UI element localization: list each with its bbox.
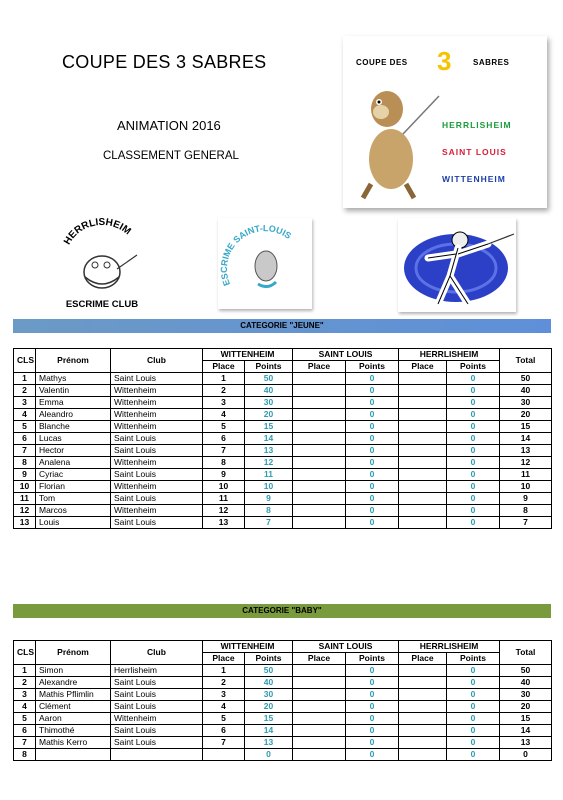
cell-herrlisheim-points: 0 — [447, 469, 500, 481]
cell-prenom: Mathis Pflimlin — [36, 689, 111, 701]
cell-wittenheim-points: 20 — [245, 409, 293, 421]
cell-club: Saint Louis — [111, 469, 203, 481]
cell-herrlisheim-place — [399, 737, 447, 749]
logo-number: 3 — [437, 46, 452, 76]
cell-wittenheim-place: 5 — [203, 713, 245, 725]
cell-wittenheim-points: 50 — [245, 373, 293, 385]
cell-prenom: Clément — [36, 701, 111, 713]
cell-herrlisheim-place — [399, 385, 447, 397]
cell-saint-louis-points: 0 — [346, 517, 399, 529]
cell-cls: 1 — [14, 373, 36, 385]
cell-prenom: Thimothé — [36, 725, 111, 737]
col-club: Club — [111, 641, 203, 665]
cell-total: 0 — [500, 749, 552, 761]
cell-herrlisheim-place — [399, 677, 447, 689]
cell-saint-louis-points: 0 — [346, 385, 399, 397]
cell-herrlisheim-points: 0 — [447, 737, 500, 749]
cell-wittenheim-place: 12 — [203, 505, 245, 517]
cell-prenom: Valentin — [36, 385, 111, 397]
cell-herrlisheim-place — [399, 713, 447, 725]
cell-total: 40 — [500, 385, 552, 397]
cell-saint-louis-place — [293, 505, 346, 517]
cell-herrlisheim-points: 0 — [447, 701, 500, 713]
logo-town-herrlisheim: HERRLISHEIM — [442, 120, 512, 130]
cell-wittenheim-place: 7 — [203, 737, 245, 749]
cell-wittenheim-points: 14 — [245, 725, 293, 737]
cell-club: Wittenheim — [111, 421, 203, 433]
cell-cls: 3 — [14, 689, 36, 701]
cell-prenom: Alexandre — [36, 677, 111, 689]
col-points: Points — [447, 361, 500, 373]
cell-herrlisheim-points: 0 — [447, 493, 500, 505]
cell-cls: 2 — [14, 677, 36, 689]
cell-wittenheim-place — [203, 749, 245, 761]
cell-wittenheim-place: 1 — [203, 373, 245, 385]
cell-wittenheim-place: 4 — [203, 701, 245, 713]
cell-club: Wittenheim — [111, 457, 203, 469]
cell-club: Saint Louis — [111, 373, 203, 385]
cell-saint-louis-place — [293, 665, 346, 677]
cell-total: 13 — [500, 445, 552, 457]
col-prenom: Prénom — [36, 641, 111, 665]
cell-total: 50 — [500, 373, 552, 385]
cell-club — [111, 749, 203, 761]
cell-herrlisheim-place — [399, 665, 447, 677]
cell-cls: 7 — [14, 737, 36, 749]
cell-wittenheim-place: 2 — [203, 677, 245, 689]
cell-saint-louis-place — [293, 445, 346, 457]
cell-herrlisheim-place — [399, 505, 447, 517]
cell-total: 14 — [500, 433, 552, 445]
cell-prenom: Simon — [36, 665, 111, 677]
cell-herrlisheim-place — [399, 517, 447, 529]
cell-total: 12 — [500, 457, 552, 469]
herrlisheim-logo-top-text: HERRLISHEIM — [61, 217, 133, 247]
cell-total: 9 — [500, 493, 552, 505]
cell-saint-louis-points: 0 — [346, 725, 399, 737]
cell-saint-louis-place — [293, 713, 346, 725]
cell-wittenheim-place: 13 — [203, 517, 245, 529]
cell-club: Wittenheim — [111, 385, 203, 397]
cell-saint-louis-place — [293, 701, 346, 713]
cell-wittenheim-points: 8 — [245, 505, 293, 517]
saint-louis-logo-text: ESCRIME SAINT-LOUIS — [218, 223, 294, 288]
cell-wittenheim-points: 50 — [245, 665, 293, 677]
cell-wittenheim-points: 11 — [245, 469, 293, 481]
cell-wittenheim-points: 13 — [245, 737, 293, 749]
cell-herrlisheim-points: 0 — [447, 481, 500, 493]
cell-total: 30 — [500, 689, 552, 701]
cell-herrlisheim-points: 0 — [447, 457, 500, 469]
cell-wittenheim-points: 14 — [245, 433, 293, 445]
col-herrlisheim: HERRLISHEIM — [399, 641, 500, 653]
cell-saint-louis-place — [293, 397, 346, 409]
table-row — [14, 421, 552, 433]
cell-cls: 12 — [14, 505, 36, 517]
cell-club: Wittenheim — [111, 505, 203, 517]
cell-herrlisheim-points: 0 — [447, 505, 500, 517]
cell-herrlisheim-points: 0 — [447, 713, 500, 725]
cell-herrlisheim-place — [399, 725, 447, 737]
cell-cls: 5 — [14, 713, 36, 725]
col-place: Place — [203, 361, 245, 373]
cell-club: Wittenheim — [111, 481, 203, 493]
cell-club: Wittenheim — [111, 409, 203, 421]
table-row — [14, 749, 552, 761]
cell-herrlisheim-place — [399, 493, 447, 505]
cell-saint-louis-place — [293, 689, 346, 701]
table-row — [14, 517, 552, 529]
cell-cls: 3 — [14, 397, 36, 409]
table-row — [14, 409, 552, 421]
cell-club: Saint Louis — [111, 493, 203, 505]
cell-prenom: Aleandro — [36, 409, 111, 421]
table-row — [14, 689, 552, 701]
col-total: Total — [500, 641, 552, 665]
cell-cls: 4 — [14, 409, 36, 421]
col-place: Place — [203, 653, 245, 665]
logo-text-right: SABRES — [473, 58, 510, 67]
cell-wittenheim-points: 15 — [245, 421, 293, 433]
cell-prenom: Hector — [36, 445, 111, 457]
cell-wittenheim-points: 9 — [245, 493, 293, 505]
herrlisheim-logo-bottom-text: ESCRIME CLUB — [65, 299, 139, 310]
cell-cls: 11 — [14, 493, 36, 505]
col-points: Points — [346, 361, 399, 373]
cell-saint-louis-points: 0 — [346, 713, 399, 725]
cell-herrlisheim-place — [399, 481, 447, 493]
cell-prenom: Tom — [36, 493, 111, 505]
cell-herrlisheim-points: 0 — [447, 725, 500, 737]
cell-wittenheim-points: 40 — [245, 677, 293, 689]
cell-wittenheim-points: 30 — [245, 397, 293, 409]
cell-prenom — [36, 749, 111, 761]
cell-club: Wittenheim — [111, 397, 203, 409]
col-saint-louis: SAINT LOUIS — [293, 641, 399, 653]
cell-herrlisheim-points: 0 — [447, 445, 500, 457]
cell-wittenheim-points: 13 — [245, 445, 293, 457]
cell-wittenheim-points: 0 — [245, 749, 293, 761]
cell-saint-louis-points: 0 — [346, 373, 399, 385]
cell-herrlisheim-place — [399, 421, 447, 433]
cell-wittenheim-place: 1 — [203, 665, 245, 677]
table-row — [14, 701, 552, 713]
table-row — [14, 737, 552, 749]
cell-wittenheim-place: 6 — [203, 725, 245, 737]
cell-prenom: Louis — [36, 517, 111, 529]
cell-prenom: Marcos — [36, 505, 111, 517]
col-points: Points — [447, 653, 500, 665]
cell-herrlisheim-place — [399, 457, 447, 469]
cell-total: 15 — [500, 421, 552, 433]
cell-wittenheim-points: 40 — [245, 385, 293, 397]
cell-saint-louis-points: 0 — [346, 665, 399, 677]
table-row — [14, 385, 552, 397]
ranking-subtitle: CLASSEMENT GENERAL — [103, 150, 239, 162]
results-table-jeune — [13, 348, 552, 529]
col-prenom: Prénom — [36, 349, 111, 373]
cell-saint-louis-place — [293, 677, 346, 689]
cell-saint-louis-points: 0 — [346, 433, 399, 445]
page-title: COUPE DES 3 SABRES — [62, 52, 267, 72]
cell-cls: 7 — [14, 445, 36, 457]
cell-herrlisheim-points: 0 — [447, 689, 500, 701]
cell-saint-louis-place — [293, 385, 346, 397]
cell-saint-louis-place — [293, 481, 346, 493]
col-club: Club — [111, 349, 203, 373]
cell-cls: 8 — [14, 749, 36, 761]
cell-total: 50 — [500, 665, 552, 677]
cell-saint-louis-place — [293, 517, 346, 529]
cell-saint-louis-points: 0 — [346, 701, 399, 713]
cell-saint-louis-place — [293, 493, 346, 505]
logo-town-wittenheim: WITTENHEIM — [442, 174, 506, 184]
cell-saint-louis-place — [293, 433, 346, 445]
cell-saint-louis-points: 0 — [346, 481, 399, 493]
logo-town-saint-louis: SAINT LOUIS — [442, 147, 507, 157]
cell-prenom: Aaron — [36, 713, 111, 725]
col-saint-louis: SAINT LOUIS — [293, 349, 399, 361]
cell-cls: 10 — [14, 481, 36, 493]
saint-louis-club-logo — [218, 218, 312, 309]
cell-cls: 5 — [14, 421, 36, 433]
col-points: Points — [245, 361, 293, 373]
table-row — [14, 481, 552, 493]
table-row — [14, 445, 552, 457]
cell-wittenheim-place: 9 — [203, 469, 245, 481]
cell-saint-louis-place — [293, 457, 346, 469]
cell-saint-louis-points: 0 — [346, 749, 399, 761]
cell-total: 7 — [500, 517, 552, 529]
cell-saint-louis-place — [293, 421, 346, 433]
cell-saint-louis-points: 0 — [346, 409, 399, 421]
results-table-baby — [13, 640, 552, 761]
cell-club: Saint Louis — [111, 677, 203, 689]
cell-herrlisheim-place — [399, 749, 447, 761]
coupe-logo — [343, 36, 547, 208]
cell-saint-louis-points: 0 — [346, 445, 399, 457]
cell-prenom: Analena — [36, 457, 111, 469]
cell-wittenheim-place: 7 — [203, 445, 245, 457]
logo-text-left: COUPE DES — [356, 58, 408, 67]
col-cls: CLS — [14, 641, 36, 665]
cell-total: 13 — [500, 737, 552, 749]
cell-wittenheim-place: 8 — [203, 457, 245, 469]
cell-wittenheim-points: 12 — [245, 457, 293, 469]
cell-saint-louis-place — [293, 737, 346, 749]
cell-cls: 1 — [14, 665, 36, 677]
cell-prenom: Lucas — [36, 433, 111, 445]
cell-club: Herrlisheim — [111, 665, 203, 677]
cell-saint-louis-points: 0 — [346, 505, 399, 517]
cell-wittenheim-points: 10 — [245, 481, 293, 493]
table-row — [14, 469, 552, 481]
cell-saint-louis-place — [293, 373, 346, 385]
cell-wittenheim-place: 6 — [203, 433, 245, 445]
cell-herrlisheim-place — [399, 373, 447, 385]
cell-cls: 6 — [14, 725, 36, 737]
wittenheim-club-logo — [398, 218, 516, 312]
cell-total: 30 — [500, 397, 552, 409]
cell-herrlisheim-points: 0 — [447, 385, 500, 397]
cell-club: Saint Louis — [111, 701, 203, 713]
cell-saint-louis-points: 0 — [346, 421, 399, 433]
cell-club: Saint Louis — [111, 433, 203, 445]
category-jeune-header: CATEGORIE "JEUNE" — [13, 319, 551, 333]
cell-total: 20 — [500, 409, 552, 421]
cell-wittenheim-points: 20 — [245, 701, 293, 713]
herrlisheim-club-logo — [55, 217, 149, 311]
cell-saint-louis-points: 0 — [346, 469, 399, 481]
cell-wittenheim-place: 4 — [203, 409, 245, 421]
cell-cls: 8 — [14, 457, 36, 469]
cell-wittenheim-points: 30 — [245, 689, 293, 701]
cell-herrlisheim-place — [399, 445, 447, 457]
cell-herrlisheim-place — [399, 689, 447, 701]
cell-prenom: Mathis Kerro — [36, 737, 111, 749]
cell-herrlisheim-place — [399, 469, 447, 481]
col-place: Place — [399, 653, 447, 665]
cell-saint-louis-points: 0 — [346, 397, 399, 409]
cell-herrlisheim-points: 0 — [447, 397, 500, 409]
cell-herrlisheim-points: 0 — [447, 433, 500, 445]
cell-cls: 13 — [14, 517, 36, 529]
cell-prenom: Blanche — [36, 421, 111, 433]
table-row — [14, 493, 552, 505]
table-row — [14, 433, 552, 445]
cell-saint-louis-place — [293, 469, 346, 481]
cell-herrlisheim-points: 0 — [447, 665, 500, 677]
table-row — [14, 665, 552, 677]
table-row — [14, 677, 552, 689]
cell-club: Saint Louis — [111, 737, 203, 749]
table-row — [14, 397, 552, 409]
cell-wittenheim-place: 2 — [203, 385, 245, 397]
col-place: Place — [399, 361, 447, 373]
cell-cls: 2 — [14, 385, 36, 397]
cell-total: 8 — [500, 505, 552, 517]
cell-cls: 4 — [14, 701, 36, 713]
cell-wittenheim-place: 3 — [203, 689, 245, 701]
cell-herrlisheim-points: 0 — [447, 517, 500, 529]
cell-prenom: Mathys — [36, 373, 111, 385]
cell-total: 40 — [500, 677, 552, 689]
col-points: Points — [245, 653, 293, 665]
table-row — [14, 457, 552, 469]
cell-total: 15 — [500, 713, 552, 725]
cell-club: Saint Louis — [111, 517, 203, 529]
cell-prenom: Cyriac — [36, 469, 111, 481]
table-row — [14, 725, 552, 737]
cell-herrlisheim-points: 0 — [447, 677, 500, 689]
col-wittenheim: WITTENHEIM — [203, 349, 293, 361]
cell-saint-louis-place — [293, 749, 346, 761]
col-place: Place — [293, 653, 346, 665]
cell-total: 14 — [500, 725, 552, 737]
col-total: Total — [500, 349, 552, 373]
cell-wittenheim-place: 5 — [203, 421, 245, 433]
cell-wittenheim-place: 10 — [203, 481, 245, 493]
cell-total: 11 — [500, 469, 552, 481]
table-row — [14, 713, 552, 725]
event-subtitle: ANIMATION 2016 — [117, 118, 221, 133]
table-row — [14, 505, 552, 517]
cell-herrlisheim-points: 0 — [447, 749, 500, 761]
col-cls: CLS — [14, 349, 36, 373]
sloth-fencer-icon — [351, 74, 441, 204]
col-points: Points — [346, 653, 399, 665]
cell-club: Saint Louis — [111, 725, 203, 737]
cell-herrlisheim-points: 0 — [447, 373, 500, 385]
col-wittenheim: WITTENHEIM — [203, 641, 293, 653]
cell-cls: 9 — [14, 469, 36, 481]
cell-club: Wittenheim — [111, 713, 203, 725]
cell-herrlisheim-points: 0 — [447, 409, 500, 421]
cell-prenom: Florian — [36, 481, 111, 493]
svg-text:ESCRIME SAINT-LOUIS — [219, 223, 293, 287]
category-baby-header: CATEGORIE "BABY" — [13, 604, 551, 618]
cell-saint-louis-place — [293, 409, 346, 421]
col-herrlisheim: HERRLISHEIM — [399, 349, 500, 361]
cell-prenom: Emma — [36, 397, 111, 409]
cell-herrlisheim-place — [399, 701, 447, 713]
table-row — [14, 373, 552, 385]
cell-wittenheim-place: 11 — [203, 493, 245, 505]
cell-wittenheim-points: 7 — [245, 517, 293, 529]
cell-herrlisheim-place — [399, 409, 447, 421]
cell-saint-louis-points: 0 — [346, 677, 399, 689]
cell-wittenheim-points: 15 — [245, 713, 293, 725]
cell-wittenheim-place: 3 — [203, 397, 245, 409]
cell-club: Saint Louis — [111, 445, 203, 457]
cell-saint-louis-points: 0 — [346, 689, 399, 701]
cell-herrlisheim-points: 0 — [447, 421, 500, 433]
cell-club: Saint Louis — [111, 689, 203, 701]
col-place: Place — [293, 361, 346, 373]
cell-total: 10 — [500, 481, 552, 493]
cell-saint-louis-points: 0 — [346, 737, 399, 749]
cell-herrlisheim-place — [399, 433, 447, 445]
cell-total: 20 — [500, 701, 552, 713]
cell-cls: 6 — [14, 433, 36, 445]
cell-saint-louis-points: 0 — [346, 457, 399, 469]
cell-herrlisheim-place — [399, 397, 447, 409]
cell-saint-louis-points: 0 — [346, 493, 399, 505]
svg-text:HERRLISHEIM — [62, 217, 133, 247]
cell-saint-louis-place — [293, 725, 346, 737]
